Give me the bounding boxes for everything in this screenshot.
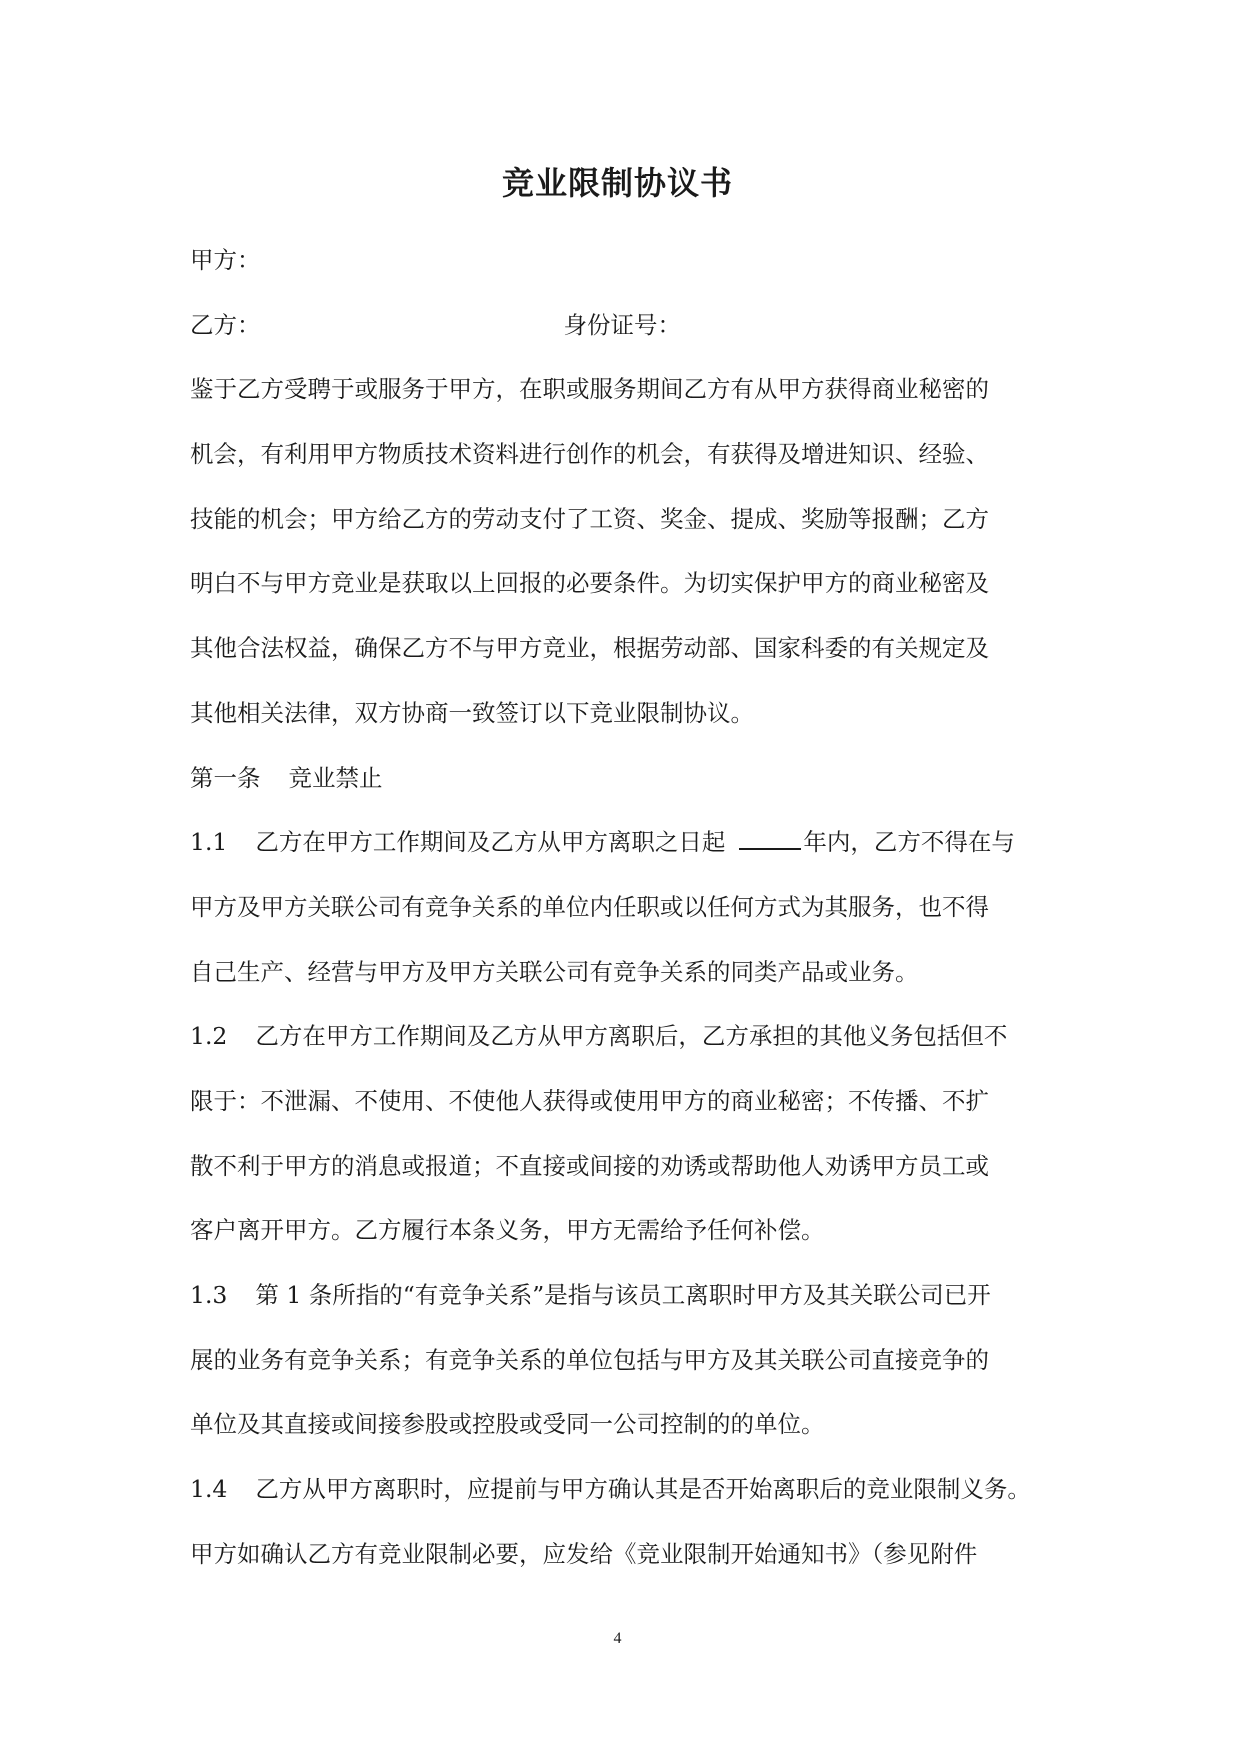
clause-1-2-text: 乙方在甲方工作期间及乙方从甲方离职后，乙方承担的其他义务包括但不 bbox=[255, 1022, 1008, 1051]
clause-1-1-text: 年内，乙方不得在与 bbox=[803, 828, 1015, 857]
clause-1-1-number: 1.1 bbox=[190, 828, 228, 857]
clause-1-1-line: 自己生产、经营与甲方及甲方关联公司有竞争关系的同类产品或业务。 bbox=[190, 957, 919, 986]
id-number-label: 身份证号： bbox=[563, 310, 681, 339]
clause-1-3-line bbox=[190, 1263, 1060, 1328]
party-a-label: 甲方： bbox=[190, 246, 261, 274]
page-number: 4 bbox=[613, 1630, 622, 1647]
party-b-line bbox=[190, 293, 1060, 358]
clause-1-2-line: 散不利于甲方的消息或报道；不直接或间接的劝诱或帮助他人劝诱甲方员工或 bbox=[190, 1151, 989, 1180]
clause-1-3-number: 1.3 bbox=[190, 1281, 228, 1309]
preamble-line: 技能的机会；甲方给乙方的劳动支付了工资、奖金、提成、奖励等报酬；乙方 bbox=[190, 504, 989, 533]
preamble-line: 其他相关法律，双方协商一致签订以下竞业限制协议。 bbox=[190, 698, 754, 727]
preamble-line: 鉴于乙方受聘于或服务于甲方，在职或服务期间乙方有从甲方获得商业秘密的 bbox=[190, 375, 989, 404]
article-1-heading bbox=[190, 746, 1060, 811]
clause-1-2-number: 1.2 bbox=[190, 1022, 228, 1051]
clause-1-2-line: 客户离开甲方。乙方履行本条义务，甲方无需给予任何补偿。 bbox=[190, 1216, 825, 1245]
preamble-line: 其他合法权益，确保乙方不与甲方竞业，根据劳动部、国家科委的有关规定及 bbox=[190, 634, 989, 663]
article-1-number: 第一条 bbox=[190, 763, 261, 792]
clause-1-4-line bbox=[190, 1457, 1060, 1522]
party-a-line bbox=[190, 228, 1060, 293]
clause-1-1-line: 甲方及甲方关联公司有竞争关系的单位内任职或以任何方式为其服务，也不得 bbox=[190, 892, 989, 921]
clause-1-3-line: 单位及其直接或间接参股或控股或受同一公司控制的的单位。 bbox=[190, 1410, 825, 1439]
party-b-label: 乙方： bbox=[190, 310, 261, 339]
clause-1-2-line bbox=[190, 1004, 1060, 1069]
clause-1-1-text: 乙方在甲方工作期间及乙方从甲方离职之日起 bbox=[255, 828, 726, 857]
preamble-line: 明白不与甲方竞业是获取以上回报的必要条件。为切实保护甲方的商业秘密及 bbox=[190, 569, 989, 598]
clause-1-2-line: 限于：不泄漏、不使用、不使他人获得或使用甲方的商业秘密；不传播、不扩 bbox=[190, 1086, 989, 1115]
years-blank bbox=[739, 826, 801, 850]
document-title: 竞业限制协议书 bbox=[501, 164, 733, 202]
clause-1-4-number: 1.4 bbox=[190, 1475, 228, 1504]
clause-1-1-line bbox=[190, 810, 1060, 875]
clause-1-4-line: 甲方如确认乙方有竞业限制必要，应发给《竞业限制开始通知书》（参见附件 bbox=[190, 1539, 978, 1568]
article-1-title: 竞业禁止 bbox=[288, 763, 383, 792]
clause-1-3-line: 展的业务有竞争关系；有竞争关系的单位包括与甲方及其关联公司直接竞争的 bbox=[190, 1345, 989, 1374]
document-body bbox=[190, 228, 1060, 1586]
clause-1-3-text: 第 1 条所指的“有竞争关系”是指与该员工离职时甲方及其关联公司已开 bbox=[255, 1281, 991, 1309]
clause-1-4-text: 乙方从甲方离职时，应提前与甲方确认其是否开始离职后的竞业限制义务。 bbox=[255, 1475, 1031, 1504]
preamble-line: 机会，有利用甲方物质技术资料进行创作的机会，有获得及增进知识、经验、 bbox=[190, 440, 989, 469]
